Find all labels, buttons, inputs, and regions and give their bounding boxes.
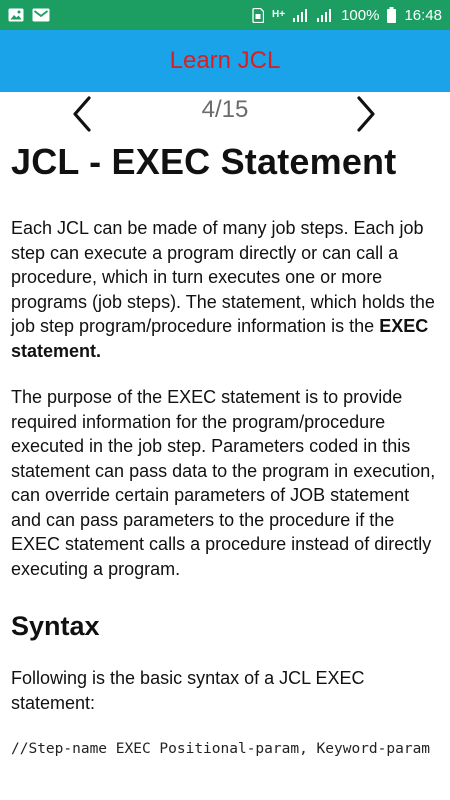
app-title: Learn JCL <box>169 47 281 74</box>
article-paragraph-2: The purpose of the EXEC statement is to provide required information for the program/procedure executed in the job step. Parameters coded in this statement can pass data to the program in execution, can override certain parameters of JOB statement and can pass parameters to the procedure if the EXEC statement calls a procedure instead of directly executing a program. <box>11 387 436 579</box>
clock: 16:48 <box>404 6 442 24</box>
mail-icon <box>32 8 50 22</box>
status-bar-right <box>252 7 442 24</box>
paragraph-1-bold: EXEC statement. <box>11 316 429 361</box>
battery-icon <box>387 7 396 23</box>
sim-icon <box>252 8 264 23</box>
status-bar-left <box>8 8 50 22</box>
paragraph-1-text: Each JCL can be made of many job steps. Each job step can execute a program directly or can call a procedure, which in turn executes one or more programs (job steps). The statement, which holds the job step program/procedure information is the <box>11 218 435 336</box>
chevron-right-icon <box>346 121 386 138</box>
image-icon <box>8 8 24 22</box>
next-page-button[interactable] <box>346 94 386 134</box>
network-type-label: H+ <box>272 9 286 20</box>
page-navigation <box>0 92 450 134</box>
app-bar <box>0 30 450 92</box>
syntax-intro: Following is the basic syntax of a JCL EXEC statement: <box>11 668 365 713</box>
signal-strength-2-icon <box>317 9 333 22</box>
signal-strength-icon <box>293 9 309 22</box>
status-bar <box>0 0 450 30</box>
battery-percent: 100% <box>341 6 380 24</box>
article-paragraph-1 <box>11 216 441 363</box>
page-counter: 4/15 <box>201 96 249 123</box>
article-title: JCL - EXEC Statement <box>11 141 397 182</box>
syntax-code-block: //Step-name EXEC Positional-param, Keyword-param <box>11 741 431 757</box>
syntax-heading: Syntax <box>11 611 100 641</box>
article-content <box>11 140 441 760</box>
